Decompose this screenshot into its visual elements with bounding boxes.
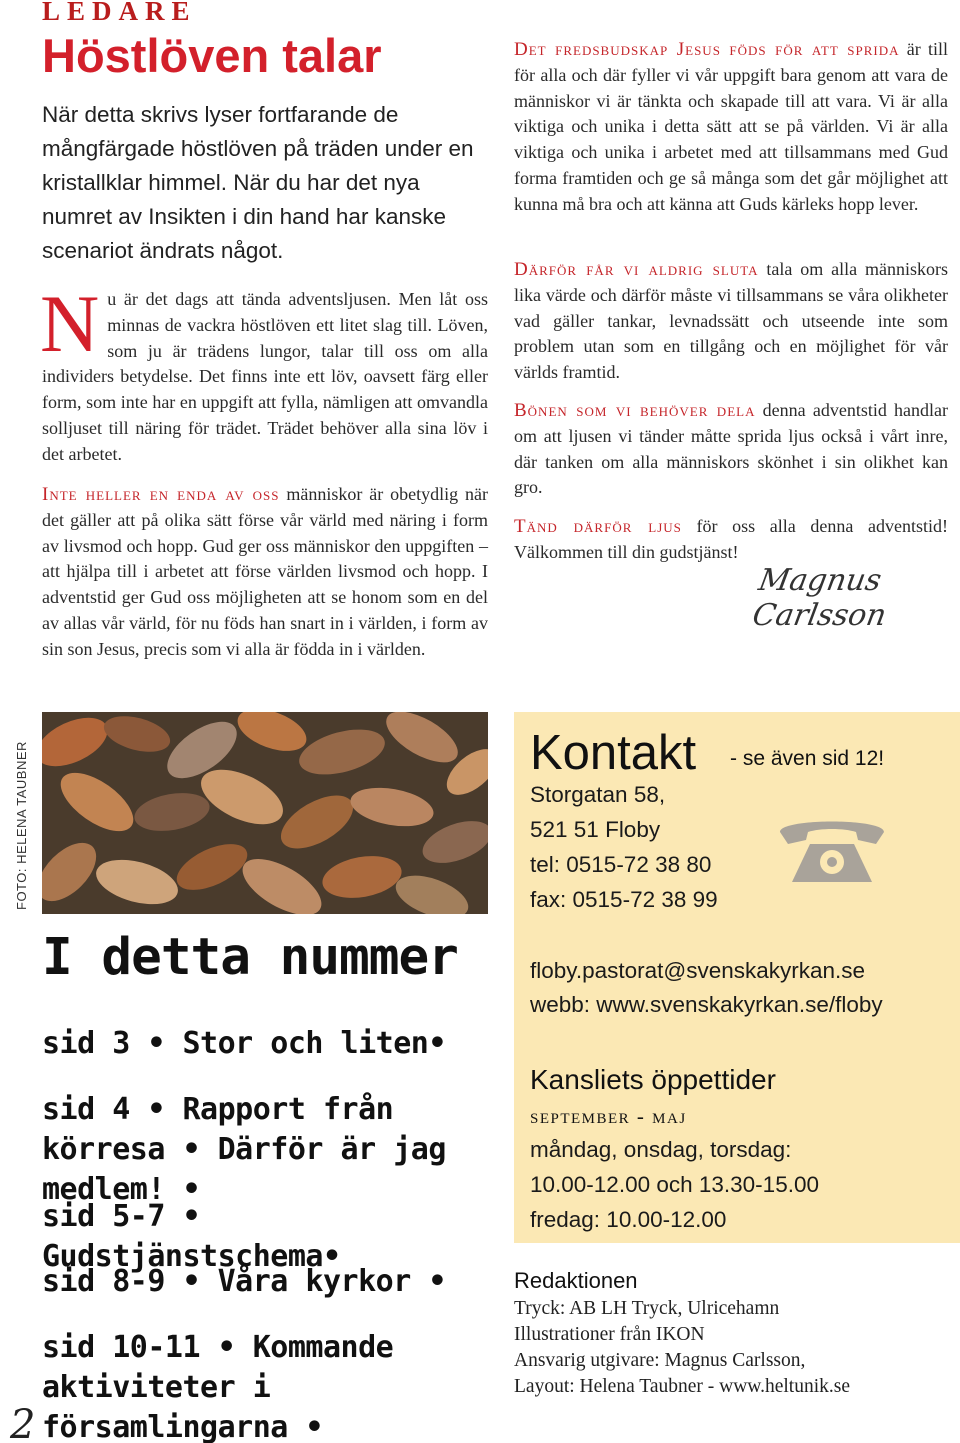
leaves-illustration [42,712,488,914]
paragraph-text: för oss alla denna adventstid! Välkommen till din gudstjänst! [514,516,949,562]
paragraph-text: är till för alla och där fyller vi vår uppgift bara genom att vara de människor vi är tänkta och skapade till att vara. Vi är alla viktiga och unika i detta sätt att se på världen. Vi är alla viktiga och unika i arbetet med att tillsammans med Gud forma framtiden och ge så många som det går möjlighet att kunna må bra och att känna att Guds kärleks hopp lever. [514,39,948,214]
drop-cap: N [40,278,100,369]
editorial-line: Tryck: AB LH Tryck, Ulricehamn [514,1298,780,1319]
contact-tel: tel: 0515-72 38 80 [530,852,712,877]
editorial-line: Ansvarig utgivare: Magnus Carlsson, [514,1350,806,1371]
right-paragraph-1 [514,37,948,218]
contact-web[interactable]: webb: www.svenskakyrkan.se/floby [530,992,883,1017]
page-number: 2 [10,1402,36,1443]
paragraph-text: tala om alla människors lika värde och därför måste vi tillsammans se våra olikheter vad gäller tankar, levnadssätt och utseende inte som problem utan som en tillgång och en möjlighet för vår världs framtid. [514,259,948,383]
right-paragraph-4 [514,514,948,566]
paragraph-lead-in: Det fredsbudskap Jesus föds för att sprida [514,39,900,60]
right-paragraph-2 [514,257,948,386]
issue-item: sid 5-7 • Gudstjänstschema• [42,1199,341,1274]
contact-address: Storgatan 58, [530,782,666,807]
page-title: Höstlöven talar [42,29,382,82]
ingress: När detta skrivs lyser fortfarande de mångfärgade höstlöven på träden under en kristallklar himmel. När du har det nya numret av Insikten i din hand har kanske scenariot ändrats något. [42,102,474,263]
issue-item: sid 4 • Rapport från körresa • Därför är jag medlem! • [42,1092,446,1207]
photo-credit: FOTO: HELENA TAUBNER [14,741,29,910]
issue-item: sid 3 • Stor och liten• [42,1026,446,1061]
paragraph-lead-in: Bönen som vi behöver dela [514,400,756,421]
contact-email[interactable]: floby.pastorat@svenskakyrkan.se [530,958,866,983]
editorial-title: Redaktionen [514,1268,638,1293]
paragraph-lead-in: Tänd därför ljus [514,516,682,537]
issue-item: sid 10-11 • Kommande aktiviteter i församlingarna • [42,1330,394,1443]
office-hours-title: Kansliets öppettider [530,1064,776,1095]
paragraph-text: denna adventstid handlar om att ljusen vi tänder måtte sprida ljus också i vårt inre, där tanken om alla människors skönhet i sin olikhet kan gro. [514,400,948,498]
issue-heading: I detta nummer [42,928,458,987]
lead-text: u är det dags att tända adventsljusen. Men låt oss minnas de vackra höstlöven ett litet slag till. Löven, som ju är trädens lungor, talar till oss om alla individers betydelse. Det finns inte ett löv, oavsett färg eller form, som inte har en uppgift att fylla, nämligen att omvandla solljuset till näring för trädet. Trädet behöver alla sina löv i det arbetet. [42,289,488,464]
paragraph-2 [42,482,488,663]
contact-subtitle: - se även sid 12! [730,747,885,770]
paragraph-lead-in: Inte heller en enda av oss [42,484,280,505]
office-hours-days: måndag, onsdag, torsdag: [530,1137,792,1162]
paragraph-lead-in: Därför får vi aldrig sluta [514,259,759,280]
contact-title: Kontakt [530,726,697,780]
issue-item: sid 8-9 • Våra kyrkor • [42,1264,446,1299]
signature: Magnus Carlsson [749,563,889,633]
contact-postal: 521 51 Floby [530,817,661,842]
editorial-line: Illustrationer från IKON [514,1324,705,1345]
right-paragraph-3 [514,398,948,501]
office-hours-friday: fredag: 10.00-12.00 [530,1207,727,1232]
telephone-icon [772,810,892,895]
contact-fax: fax: 0515-72 38 99 [530,887,718,912]
editorial-line: Layout: Helena Taubner - www.heltunik.se [514,1376,850,1397]
autumn-leaves-photo [42,712,488,914]
lead-paragraph [40,278,488,468]
office-hours-time: 10.00-12.00 och 13.30-15.00 [530,1172,819,1197]
paragraph-text: människor är obetydlig när det gäller att på olika sätt förse vår värld med näring i form av livsmod och hopp. Gud ger oss människor den uppgiften – att hjälpa till i arbetet att förse världen livsmod och hopp. I adventstid ger Gud oss möjligheten att se honom som en del av allas vår värld, för nu föds han snart in i världen, i form av sin son Jesus, precis som vi alla är födda in i världen. [42,484,488,659]
office-hours-months: september - maj [530,1104,687,1128]
section-kicker: LEDARE [42,0,197,26]
